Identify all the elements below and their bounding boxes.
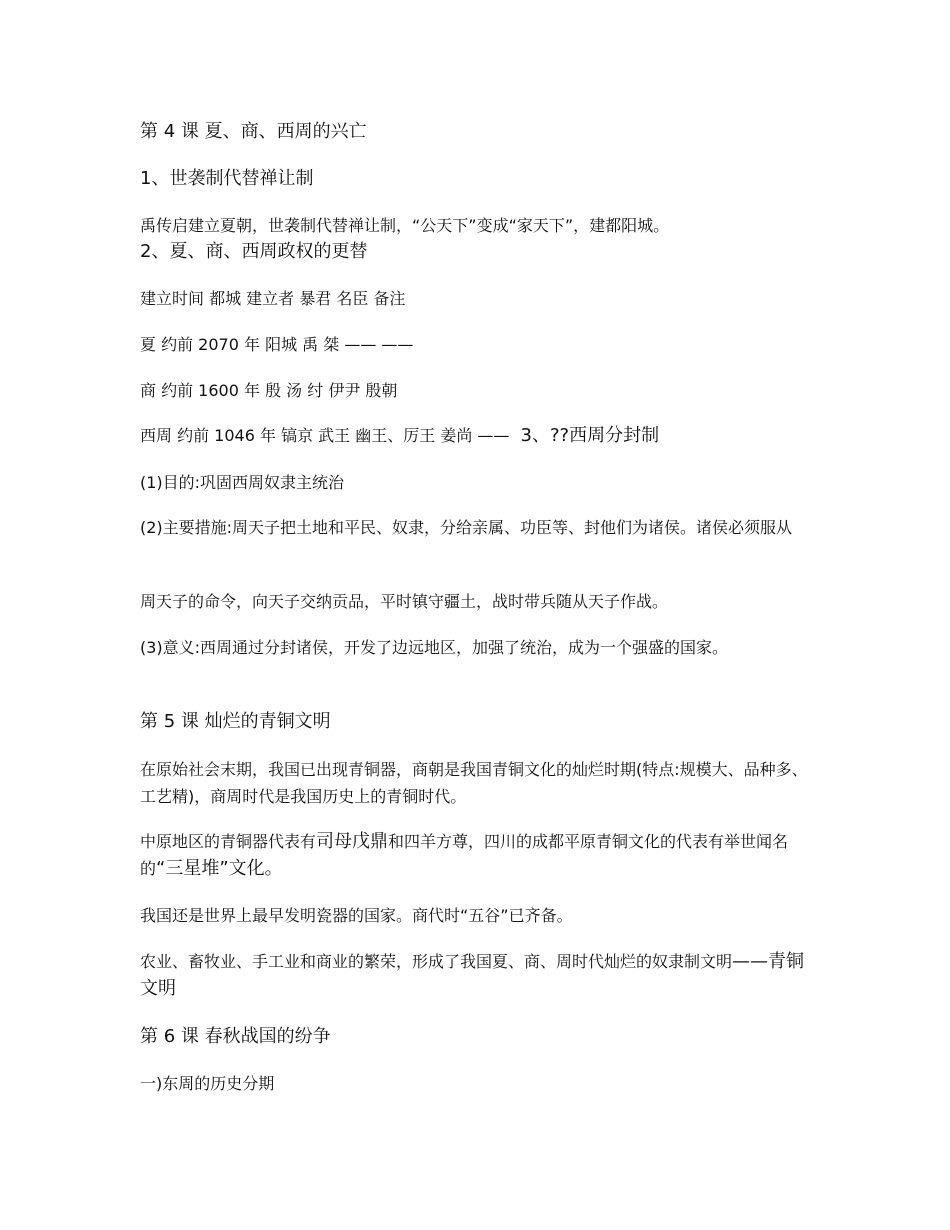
para2-part4: “三星堆”文化。 — [156, 858, 283, 879]
table-row-shang: 商 约前 1600 年 殷 汤 纣 伊尹 殷朝 — [140, 381, 398, 400]
lesson4-section1-text: 禹传启建立夏朝，世袭制代替禅让制，“公天下”变成“家天下”，建都阳城。 — [140, 216, 670, 235]
table-row-xia: 夏 约前 2070 年 阳城 禹 桀 —— —— — [140, 335, 414, 354]
lesson5-paragraph2 — [140, 828, 820, 882]
section3-heading-text: 3、??西周分封制 — [520, 425, 660, 446]
lesson4-point3: (3)意义:西周通过分封诸侯，开发了边远地区，加强了统治，成为一个强盛的国家。 — [140, 638, 729, 657]
lesson4-point2-continued: 周天子的命令，向天子交纳贡品，平时镇守疆土，战时带兵随从天子作战。 — [140, 592, 669, 611]
para2-part2: 司母戊鼎 — [316, 831, 389, 852]
para4-part2: ——青铜文明 — [140, 951, 805, 999]
para2-part3: 和四羊方尊，四川的成都平原青铜文化的代表有举世闻名的 — [140, 832, 789, 878]
para4-part1: 农业、畜牧业、手工业和商业的繁荣，形成了我国夏、商、周时代灿烂的奴隶制文明 — [140, 952, 733, 971]
table-header-row: 建立时间 都城 建立者 暴君 名臣 备注 — [140, 289, 406, 308]
para2-part1: 中原地区的青铜器代表有 — [140, 832, 317, 851]
lesson4-title: 第 4 课 夏、商、西周的兴亡 — [140, 121, 367, 142]
lesson4-section1-heading: 1、世袭制代替禅让制 — [140, 168, 314, 189]
lesson4-section2-heading: 2、夏、商、西周政权的更替 — [140, 241, 368, 262]
table-row-xizhou-line — [140, 422, 820, 449]
lesson4-point2: (2)主要措施:周天子把土地和平民、奴隶，分给亲属、功臣等、封他们为诸侯。诸侯必须服从 — [140, 518, 793, 537]
lesson5-paragraph1: 在原始社会末期，我国已出现青铜器，商朝是我国青铜文化的灿烂时期(特点:规模大、品种多、工艺精)，商周时代是我国历史上的青铜时代。 — [140, 760, 808, 806]
lesson5-paragraph4 — [140, 948, 820, 1002]
lesson6-title: 第 6 课 春秋战国的纷争 — [140, 1026, 331, 1047]
lesson5-title: 第 5 课 灿烂的青铜文明 — [140, 711, 331, 732]
lesson4-point1: (1)目的:巩固西周奴隶主统治 — [140, 473, 345, 492]
table-row-xizhou: 西周 约前 1046 年 镐京 武王 幽王、厉王 姜尚 —— — [140, 426, 510, 445]
lesson6-subheading: 一)东周的历史分期 — [140, 1074, 275, 1093]
lesson4-section3-heading — [521, 426, 660, 445]
lesson5-paragraph3: 我国还是世界上最早发明瓷器的国家。商代时“五谷”已齐备。 — [140, 906, 573, 925]
